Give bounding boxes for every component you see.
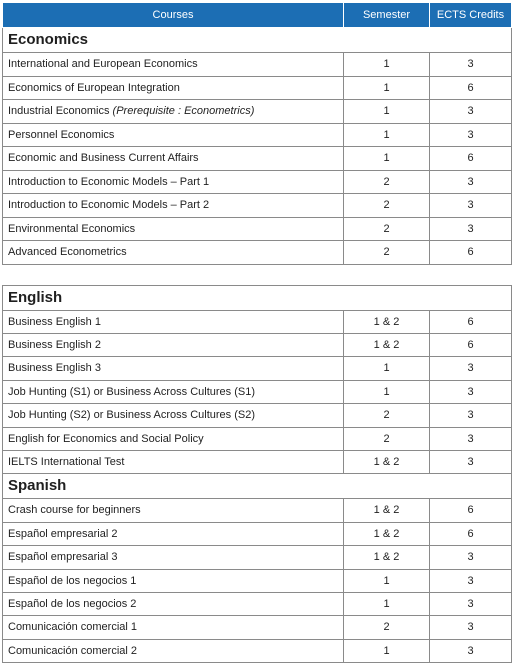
course-name: Español empresarial 2 [3, 522, 344, 545]
table-row [3, 170, 512, 194]
table-row [3, 53, 512, 77]
ects-cell: 3 [430, 592, 512, 615]
course-name: Industrial Economics [8, 105, 113, 117]
course-name: Business English 1 [3, 310, 344, 333]
table-row [3, 123, 512, 147]
section-title-spanish: Spanish [3, 474, 512, 499]
section-row-economics [3, 28, 512, 53]
semester-cell: 2 [344, 217, 430, 241]
ects-cell: 3 [430, 100, 512, 124]
course-name: International and European Economics [3, 53, 344, 77]
ects-cell: 6 [430, 310, 512, 333]
table-row [3, 546, 512, 569]
course-name: Job Hunting (S2) or Business Across Cultures (S2) [3, 404, 344, 427]
ects-cell: 6 [430, 241, 512, 265]
semester-cell: 2 [344, 194, 430, 218]
course-name: Español de los negocios 1 [3, 569, 344, 592]
table-row [3, 404, 512, 427]
semester-cell: 2 [344, 616, 430, 639]
table-row [3, 147, 512, 171]
course-name: Personnel Economics [3, 123, 344, 147]
courses-header: Courses [3, 3, 344, 28]
course-name: Economic and Business Current Affairs [3, 147, 344, 171]
table-row [3, 569, 512, 592]
ects-cell: 6 [430, 76, 512, 100]
semester-cell: 1 & 2 [344, 333, 430, 356]
table-row [3, 522, 512, 545]
course-name: Comunicación comercial 1 [3, 616, 344, 639]
table-spacer [2, 265, 511, 285]
semester-cell: 1 [344, 53, 430, 77]
ects-cell: 6 [430, 499, 512, 522]
table-row [3, 333, 512, 356]
ects-cell: 3 [430, 569, 512, 592]
ects-cell: 3 [430, 404, 512, 427]
course-tables [2, 2, 511, 663]
section-row-english [3, 285, 512, 310]
table-row [3, 380, 512, 403]
semester-cell: 2 [344, 404, 430, 427]
semester-header: Semester [344, 3, 430, 28]
semester-cell: 1 & 2 [344, 310, 430, 333]
table-row [3, 639, 512, 662]
semester-cell: 1 [344, 76, 430, 100]
semester-cell: 2 [344, 241, 430, 265]
table-row [3, 427, 512, 450]
ects-cell: 6 [430, 522, 512, 545]
course-name: Crash course for beginners [3, 499, 344, 522]
table-row [3, 241, 512, 265]
course-name: Job Hunting (S1) or Business Across Cultures (S1) [3, 380, 344, 403]
semester-cell: 1 [344, 123, 430, 147]
semester-cell: 2 [344, 427, 430, 450]
ects-cell: 3 [430, 546, 512, 569]
course-name: Español de los negocios 2 [3, 592, 344, 615]
course-name: Comunicación comercial 2 [3, 639, 344, 662]
semester-cell: 1 [344, 147, 430, 171]
semester-cell: 1 & 2 [344, 546, 430, 569]
section-title-english: English [3, 285, 512, 310]
course-name: IELTS International Test [3, 450, 344, 473]
ects-cell: 3 [430, 357, 512, 380]
ects-cell: 3 [430, 450, 512, 473]
table-row [3, 100, 512, 124]
table-row [3, 616, 512, 639]
table-row [3, 76, 512, 100]
course-name: English for Economics and Social Policy [3, 427, 344, 450]
course-name: Introduction to Economic Models – Part 2 [3, 194, 344, 218]
course-name-with-note [3, 100, 344, 124]
ects-cell: 3 [430, 194, 512, 218]
ects-cell: 3 [430, 616, 512, 639]
semester-cell: 1 & 2 [344, 522, 430, 545]
table-header-row [3, 3, 512, 28]
table-row [3, 450, 512, 473]
semester-cell: 1 [344, 569, 430, 592]
semester-cell: 1 & 2 [344, 450, 430, 473]
table-row [3, 592, 512, 615]
table-row [3, 357, 512, 380]
course-name: Español empresarial 3 [3, 546, 344, 569]
economics-table [2, 2, 512, 265]
course-name: Introduction to Economic Models – Part 1 [3, 170, 344, 194]
course-name: Business English 2 [3, 333, 344, 356]
table-row [3, 499, 512, 522]
semester-cell: 1 [344, 639, 430, 662]
ects-cell: 3 [430, 170, 512, 194]
ects-cell: 3 [430, 217, 512, 241]
ects-header: ECTS Credits [430, 3, 512, 28]
section-row-spanish [3, 474, 512, 499]
ects-cell: 3 [430, 123, 512, 147]
section-title-economics: Economics [3, 28, 512, 53]
ects-cell: 3 [430, 380, 512, 403]
languages-table [2, 285, 512, 663]
course-name: Environmental Economics [3, 217, 344, 241]
semester-cell: 1 [344, 357, 430, 380]
ects-cell: 3 [430, 427, 512, 450]
semester-cell: 2 [344, 170, 430, 194]
table-row [3, 194, 512, 218]
prerequisite-note: (Prerequisite : Econometrics) [113, 105, 255, 117]
course-name: Business English 3 [3, 357, 344, 380]
semester-cell: 1 [344, 100, 430, 124]
course-name: Economics of European Integration [3, 76, 344, 100]
semester-cell: 1 [344, 380, 430, 403]
semester-cell: 1 & 2 [344, 499, 430, 522]
ects-cell: 6 [430, 147, 512, 171]
table-row [3, 217, 512, 241]
ects-cell: 6 [430, 333, 512, 356]
ects-cell: 3 [430, 639, 512, 662]
table-row [3, 310, 512, 333]
ects-cell: 3 [430, 53, 512, 77]
course-name: Advanced Econometrics [3, 241, 344, 265]
semester-cell: 1 [344, 592, 430, 615]
